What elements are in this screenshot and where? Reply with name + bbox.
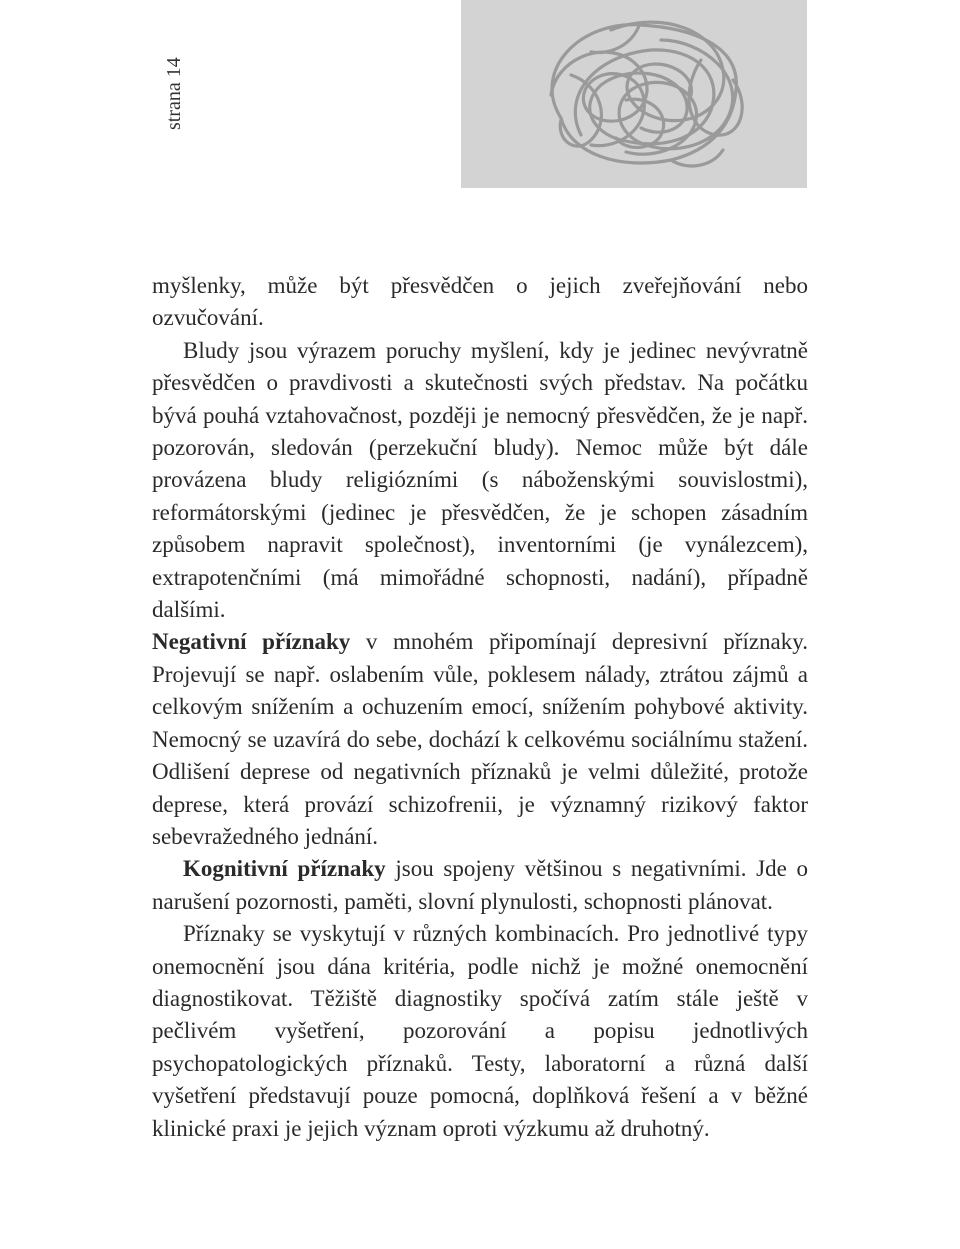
paragraph-negative-symptoms — [152, 626, 808, 853]
term-negative-symptoms: Negativní příznaky — [152, 629, 351, 655]
header-band — [461, 0, 807, 188]
paragraph-diagnosis: Příznaky se vyskytují v různých kombinacích. Pro jednotlivé typy onemocnění jsou dána kritéria, podle nichž je možné onemocnění diagnostikovat. Těžiště diagnostiky spočívá zatím stále ještě v pečlivém vyšetření, pozorování a popisu jednotlivých psychopatologických příznaků. Testy, laboratorní a různá další vyšetření představují pouze pomocná, doplňková řešení a v běžné klinické praxi je jejich význam oproti výzkumu až druhotný. — [152, 921, 808, 1141]
text-body — [152, 270, 808, 1145]
tangled-brain-scribble-icon — [461, 0, 807, 188]
paragraph-cognitive-symptoms-text: jsou spojeny většinou s negativními. Jde o narušení pozornosti, paměti, slovní plynulosti, schopnosti plánovat. — [152, 856, 809, 914]
page-number: strana 14 — [163, 57, 185, 130]
paragraph-continuation: myšlenky, může být přesvědčen o jejich zveřejňování nebo ozvučování. — [152, 273, 808, 331]
paragraph-cognitive-symptoms — [152, 853, 808, 918]
paragraph-negative-symptoms-text: v mnohém připomínají depresivní příznaky. Projevují se např. oslabením vůle, poklesem nálady, ztrátou zájmů a celkovým snížením a ochuzením emocí, snížením pohybové aktivity. Nemocný se uzavírá do sebe, dochází k celkovému sociálnímu stažení. Odlišení deprese od negativních příznaků je velmi důležité, protože deprese, která provází schizofrenii, je významný rizikový faktor sebevražedného jednání. — [152, 629, 809, 849]
paragraph-delusions: Bludy jsou výrazem poruchy myšlení, kdy je jedinec nevývratně přesvědčen o pravdivosti a skutečnosti svých představ. Na počátku bývá pouhá vztahovačnost, později je nemocný přesvědčen, že je např. pozorován, sledován (perzekuční bludy). Nemoc může být dále provázena bludy religiózními (s náboženskými souvislostmi), reformátorskými (jedinec je přesvědčen, že je schopen zásadním způsobem napravit společnost), inventorními (je vynálezcem), extrapotenčními (má mimořádné schopnosti, nadání), případně dalšími. — [152, 337, 808, 623]
term-cognitive-symptoms: Kognitivní příznaky — [183, 856, 386, 882]
